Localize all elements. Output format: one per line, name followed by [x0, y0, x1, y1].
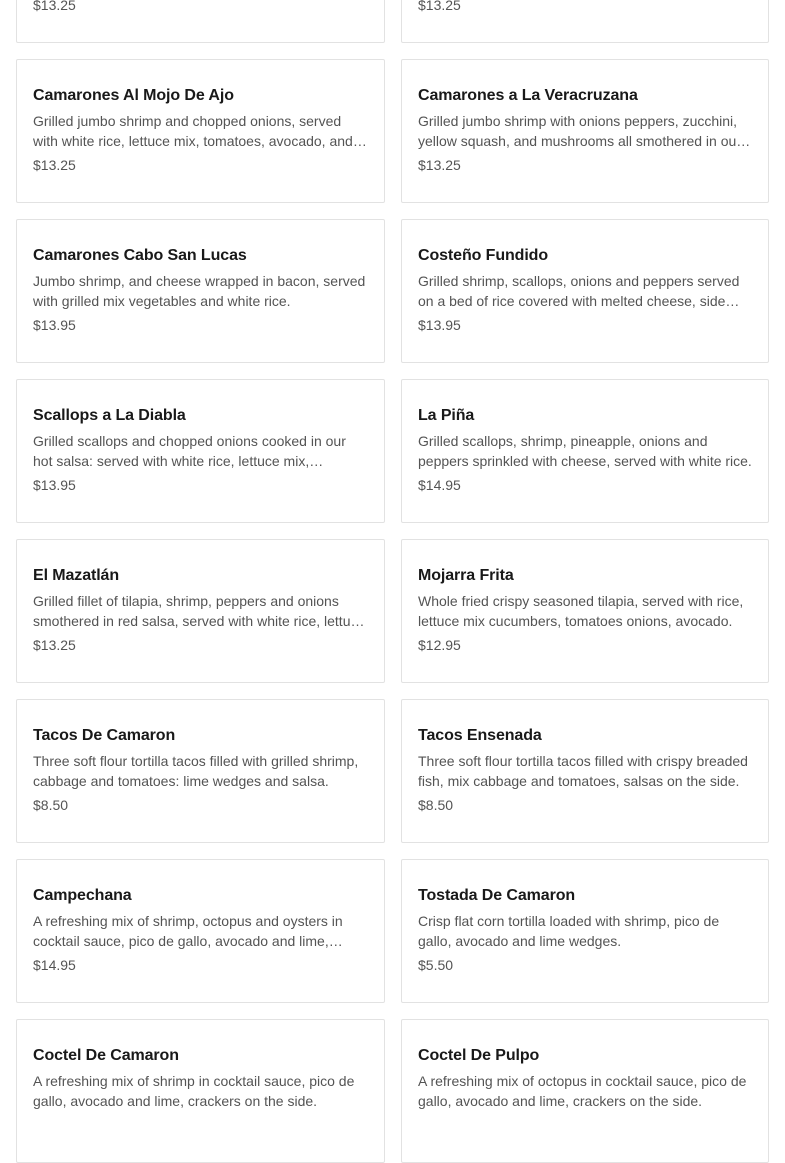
menu-item-description: A refreshing mix of shrimp, octopus and oysters in cocktail sauce, pico de gallo, avocado and lime, [33, 913, 343, 949]
menu-item-description: Grilled fillet of tilapia, shrimp, peppers and onions smothered in red salsa, served with white rice, lettuce [33, 593, 366, 629]
menu-item-grid [16, 0, 769, 1163]
menu-item-name: Scallops a La Diabla [33, 407, 186, 424]
menu-item-description: Grilled shrimp, scallops, onions and peppers served on a bed of rice covered with melted cheese, side [418, 273, 740, 309]
menu-item-card[interactable] [401, 699, 769, 843]
menu-item-card[interactable] [401, 859, 769, 1003]
menu-item-description: Three soft flour tortilla tacos filled with crispy breaded fish, mix cabbage and tomatoes, salsas on the side. [418, 753, 748, 789]
menu-item-card[interactable] [401, 379, 769, 523]
menu-item-name: El Mazatlán [33, 567, 120, 584]
menu-item-price: $13.25 [418, 0, 461, 13]
menu-item-card[interactable] [401, 539, 769, 683]
menu-item-price: $13.95 [33, 317, 76, 333]
menu-item-price: $13.25 [418, 157, 461, 173]
menu-item-card[interactable] [16, 219, 385, 363]
menu-item-price: $8.50 [418, 797, 454, 813]
menu-item-price: $13.25 [33, 637, 76, 653]
menu-item-card[interactable] [401, 219, 769, 363]
menu-item-description: Jumbo shrimp, and cheese wrapped in bacon, served with grilled mix vegetables and white rice. [33, 273, 366, 309]
menu-item-description: A refreshing mix of shrimp in cocktail sauce, pico de gallo, avocado and lime, crackers on the side. [33, 1073, 355, 1109]
menu-item-name: Camarones a La Veracruzana [418, 87, 638, 104]
menu-item-name: Tostada De Camaron [418, 887, 576, 904]
menu-item-description: Grilled jumbo shrimp with onions peppers, zucchini, yellow squash, and mushrooms all smothered in our [418, 113, 741, 149]
menu-item-price: $12.95 [418, 637, 461, 653]
menu-item-name: Costeño Fundido [418, 247, 549, 264]
menu-item-card[interactable] [16, 1019, 385, 1163]
menu-item-name: Camarones Cabo San Lucas [33, 247, 247, 264]
menu-item-description: Three soft flour tortilla tacos filled with grilled shrimp, cabbage and tomatoes: lime wedges and salsa. [33, 753, 359, 789]
menu-item-card[interactable] [401, 59, 769, 203]
menu-item-card[interactable] [16, 699, 385, 843]
menu-item-price: $13.95 [33, 477, 76, 493]
menu-item-price: $13.25 [33, 0, 76, 13]
menu-item-name: Camarones Al Mojo De Ajo [33, 87, 234, 104]
menu-item-card[interactable] [401, 1019, 769, 1163]
menu-item-card[interactable] [16, 379, 385, 523]
menu-item-name: La Piña [418, 407, 475, 424]
menu-item-description: A refreshing mix of octopus in cocktail sauce, pico de gallo, avocado and lime, crackers on the side. [418, 1073, 747, 1109]
menu-item-description: Grilled scallops, shrimp, pineapple, onions and peppers sprinkled with cheese, served with white rice. [418, 433, 752, 469]
menu-item-name: Tacos De Camaron [33, 727, 176, 744]
menu-item-description: Grilled jumbo shrimp and chopped onions, served with white rice, lettuce mix, tomatoes, avocado, and [33, 113, 353, 149]
menu-item-price: $8.50 [33, 797, 69, 813]
menu-item-price: $14.95 [33, 957, 76, 973]
menu-item-card[interactable] [16, 0, 385, 43]
menu-item-description: Crisp flat corn tortilla loaded with shrimp, pico de gallo, avocado and lime wedges. [418, 913, 720, 949]
menu-item-price: $13.95 [418, 317, 461, 333]
menu-item-name: Campechana [33, 887, 132, 904]
menu-item-price: $14.95 [418, 477, 461, 493]
menu-item-card[interactable] [401, 0, 769, 43]
menu-item-card[interactable] [16, 539, 385, 683]
menu-item-name: Coctel De Camaron [33, 1047, 179, 1064]
menu-item-name: Coctel De Pulpo [418, 1047, 540, 1064]
menu-item-description: Whole fried crispy seasoned tilapia, served with rice, lettuce mix cucumbers, tomatoes onions, avocado. [418, 593, 744, 629]
menu-item-price: $13.25 [33, 157, 76, 173]
menu-item-price: $5.50 [418, 957, 454, 973]
menu-item-card[interactable] [16, 859, 385, 1003]
menu-item-name: Tacos Ensenada [418, 727, 542, 744]
menu-item-description: Grilled scallops and chopped onions cooked in our hot salsa: served with white rice, lettuce mix, [33, 433, 346, 469]
menu-item-name: Mojarra Frita [418, 567, 514, 584]
menu-item-card[interactable] [16, 59, 385, 203]
